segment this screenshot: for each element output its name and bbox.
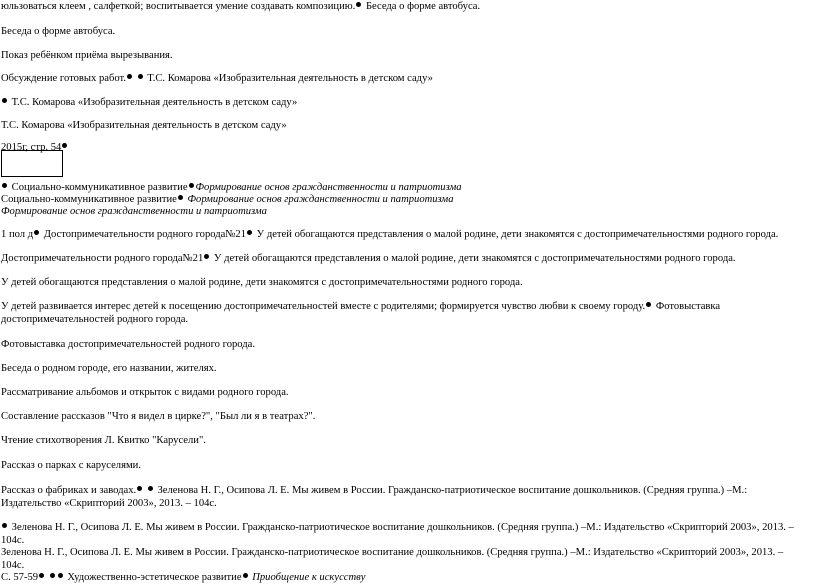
text-run: Т.С. Комарова «Изобразительная деятельность в детском саду»	[144, 73, 433, 84]
text-run: Рассказ о фабриках и заводах.	[1, 485, 137, 496]
text-run: Т.С. Комарова «Изобразительная деятельность в детском саду»	[9, 97, 298, 108]
bullet-dot-icon	[178, 195, 183, 200]
bullet-dot-icon	[243, 573, 248, 578]
bullet-dot-icon	[50, 573, 55, 578]
italic-run: Формирование основ гражданственности и патриотизма	[195, 182, 462, 193]
bullet-dot-icon	[137, 486, 142, 491]
bullet-dot-icon	[34, 230, 39, 235]
paragraph-22	[1, 521, 809, 547]
text-run: Достопримечательности родного города№21	[41, 229, 247, 240]
text-run: Достопримечательности родного города№21	[1, 253, 204, 264]
paragraph-6: Т.С. Комарова «Изобразительная деятельность в детском саду»	[1, 120, 287, 131]
text-run: Социально-коммуникативное развитие	[9, 182, 188, 193]
bullet-dot-icon	[2, 183, 7, 188]
bullet-dot-icon	[2, 523, 7, 528]
text-run: У детей развивается интерес детей к посещению достопримечательностей вместе с родителями; формируется чувство любви к своему городу.	[1, 301, 646, 312]
paragraph-10: Формирование основ гражданственности и патриотизма	[1, 206, 267, 217]
paragraph-4	[1, 72, 809, 85]
italic-run: Приобщение к искусству	[252, 572, 366, 583]
bullet-dot-icon	[58, 573, 63, 578]
paragraph-2: Беседа о форме автобуса.	[1, 26, 116, 37]
text-run: У детей обогащаются представления о малой родине, дети знакомятся с достопримечательностями родного города.	[211, 253, 736, 264]
italic-run: Формирование основ гражданственности и патриотизма	[184, 194, 454, 205]
text-run: юльзоваться клеем , салфеткой; воспитывается умение создавать композицию.	[1, 1, 356, 12]
paragraph-19: Чтение стихотворения Л. Квитко "Карусели".	[1, 435, 206, 446]
bullet-dot-icon	[204, 254, 209, 259]
paragraph-11	[1, 228, 809, 241]
bullet-dot-icon	[62, 143, 67, 148]
bullet-dot-icon	[148, 486, 153, 491]
bullet-dot-icon	[2, 98, 7, 103]
text-run: Зеленова Н. Г., Осипова Л. Е. Мы живем в России. Гражданско-патриотическое воспитание дошкольников. (Средняя группа.) –М.: Издательство «Скрипторий 2003», 2013. – 104с.	[1, 485, 748, 509]
text-run: Беседа о форме автобуса.	[363, 1, 481, 12]
paragraph-24	[1, 571, 809, 584]
bullet-dot-icon	[138, 74, 143, 79]
paragraph-18: Составление рассказов "Что я видел в цирке?", "Был ли я в театрах?".	[1, 411, 316, 422]
bullet-dot-icon	[646, 302, 651, 307]
paragraph-21	[1, 484, 809, 510]
paragraph-12	[1, 252, 809, 265]
text-run: 2015г, стр. 54	[1, 142, 62, 153]
text-run: Обсуждение готовых работ.	[1, 73, 126, 84]
paragraph-15: Фотовыставка достопримечательностей родного города.	[1, 339, 256, 350]
bullet-dot-icon	[189, 183, 194, 188]
paragraph-7	[1, 141, 809, 154]
text-run: Фотовыставка достопримечательностей родного города.	[1, 301, 721, 325]
text-run: У детей обогащаются представления о малой родине, дети знакомятся с достопримечательностями родного города.	[254, 229, 779, 240]
text-run: Зеленова Н. Г., Осипова Л. Е. Мы живем в России. Гражданско-патриотическое воспитание дошкольников. (Средняя группа.) –М.: Издательство «Скрипторий 2003», 2013. – 104с.	[1, 522, 794, 546]
text-run: 1 пол д	[1, 229, 34, 240]
text-run: С. 57-59	[1, 572, 39, 583]
paragraph-16: Беседа о родном городе, его названии, жителях.	[1, 363, 217, 374]
paragraph-5	[1, 96, 809, 109]
bullet-dot-icon	[356, 2, 361, 7]
paragraph-3: Показ ребёнком приёма вырезывания.	[1, 50, 173, 61]
paragraph-1	[1, 0, 809, 13]
bullet-dot-icon	[247, 230, 252, 235]
paragraph-14	[1, 300, 809, 326]
bullet-dot-icon	[39, 573, 44, 578]
text-run: Социально-коммуникативное развитие	[1, 194, 177, 205]
paragraph-20: Рассказ о парках с каруселями.	[1, 460, 141, 471]
text-run: Художественно-эстетическое развитие	[64, 572, 242, 583]
paragraph-13: У детей обогащаются представления о малой родине, дети знакомятся с достопримечательностями родного города.	[1, 277, 523, 288]
paragraph-17: Рассматривание альбомов и открыток с видами родного города.	[1, 387, 289, 398]
paragraph-23: Зеленова Н. Г., Осипова Л. Е. Мы живем в России. Гражданско-патриотическое воспитание дошкольников. (Средняя группа.) –М.: Издательство «Скрипторий 2003», 2013. – 104с.	[1, 547, 784, 571]
empty-frame	[1, 150, 63, 177]
bullet-dot-icon	[127, 74, 132, 79]
